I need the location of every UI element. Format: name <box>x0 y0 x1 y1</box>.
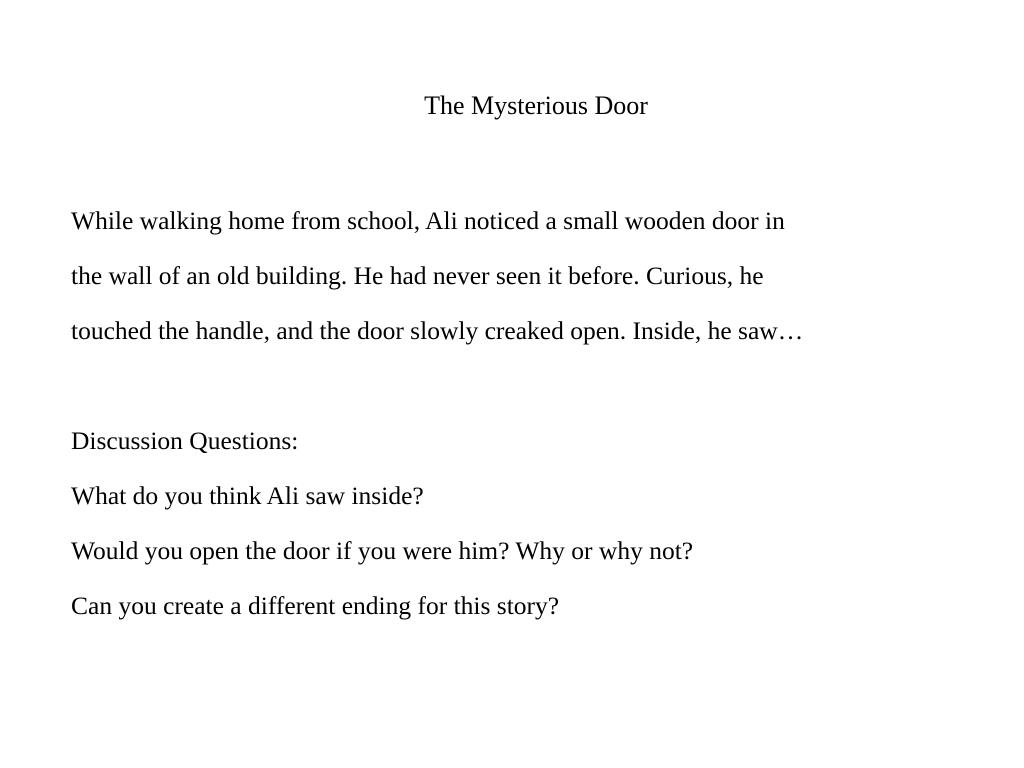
story-paragraph <box>71 193 1011 358</box>
question-item: What do you think Ali saw inside? <box>71 481 424 510</box>
story-line: While walking home from school, Ali noticed a small wooden door in <box>71 206 785 235</box>
question-item: Would you open the door if you were him? Why or why not? <box>71 536 694 565</box>
discussion-section <box>71 413 1011 633</box>
discussion-heading: Discussion Questions: <box>71 426 299 455</box>
question-item: Can you create a different ending for this story? <box>71 591 560 620</box>
question-list <box>71 468 1011 633</box>
story-line: touched the handle, and the door slowly creaked open. Inside, he saw… <box>71 316 804 345</box>
page-title: The Mysterious Door <box>424 91 648 120</box>
story-line: the wall of an old building. He had never seen it before. Curious, he <box>71 261 764 290</box>
